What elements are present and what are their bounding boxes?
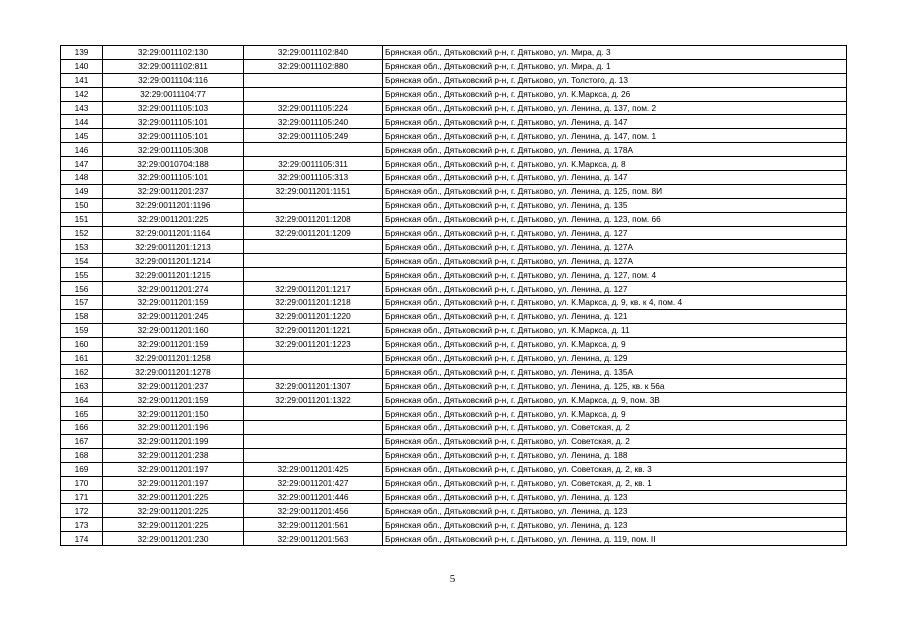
table-row xyxy=(61,421,847,435)
row-number-cell: 168 xyxy=(61,448,103,462)
row-number-cell: 163 xyxy=(61,379,103,393)
cadastral-number-cell: 32:29:0011104:116 xyxy=(103,73,244,87)
table-row xyxy=(61,351,847,365)
cadastral-number-cell: 32:29:0011201:1214 xyxy=(103,254,244,268)
related-cadastral-number-cell xyxy=(244,434,383,448)
address-cell: Брянская обл., Дятьковский р-н, г. Дятьково, ул. Ленина, д. 125, кв. к 56а xyxy=(383,379,847,393)
related-cadastral-number-cell: 32:29:0011201:1217 xyxy=(244,282,383,296)
cadastral-number-cell: 32:29:0011201:245 xyxy=(103,309,244,323)
cadastral-number-cell: 32:29:0011201:160 xyxy=(103,323,244,337)
cadastral-number-cell: 32:29:0011201:159 xyxy=(103,393,244,407)
related-cadastral-number-cell: 32:29:0011201:456 xyxy=(244,504,383,518)
related-cadastral-number-cell: 32:29:0011201:1322 xyxy=(244,393,383,407)
cadastral-number-cell: 32:29:0011201:238 xyxy=(103,448,244,462)
related-cadastral-number-cell: 32:29:0011201:1208 xyxy=(244,212,383,226)
related-cadastral-number-cell: 32:29:0011201:1151 xyxy=(244,184,383,198)
table-row xyxy=(61,337,847,351)
related-cadastral-number-cell: 32:29:0011201:1223 xyxy=(244,337,383,351)
table-row xyxy=(61,407,847,421)
cadastral-number-cell: 32:29:0011201:1164 xyxy=(103,226,244,240)
cadastral-number-cell: 32:29:0011201:159 xyxy=(103,296,244,310)
row-number-cell: 140 xyxy=(61,59,103,73)
related-cadastral-number-cell xyxy=(244,448,383,462)
row-number-cell: 174 xyxy=(61,532,103,546)
table-row xyxy=(61,504,847,518)
related-cadastral-number-cell: 32:29:0011201:1307 xyxy=(244,379,383,393)
address-cell: Брянская обл., Дятьковский р-н, г. Дятьково, ул. Ленина, д. 119, пом. II xyxy=(383,532,847,546)
address-cell: Брянская обл., Дятьковский р-н, г. Дятьково, ул. Ленина, д. 147, пом. 1 xyxy=(383,129,847,143)
related-cadastral-number-cell xyxy=(244,87,383,101)
row-number-cell: 144 xyxy=(61,115,103,129)
row-number-cell: 159 xyxy=(61,323,103,337)
address-cell: Брянская обл., Дятьковский р-н, г. Дятьково, ул. Ленина, д. 123, пом. 66 xyxy=(383,212,847,226)
table-row xyxy=(61,518,847,532)
table-row xyxy=(61,198,847,212)
cadastral-number-cell: 32:29:0011201:199 xyxy=(103,434,244,448)
row-number-cell: 167 xyxy=(61,434,103,448)
address-cell: Брянская обл., Дятьковский р-н, г. Дятьково, ул. Ленина, д. 127А xyxy=(383,240,847,254)
cadastral-number-cell: 32:29:0011201:1258 xyxy=(103,351,244,365)
table-row xyxy=(61,393,847,407)
table-row xyxy=(61,268,847,282)
address-cell: Брянская обл., Дятьковский р-н, г. Дятьково, ул. Советская, д. 2 xyxy=(383,421,847,435)
address-cell: Брянская обл., Дятьковский р-н, г. Дятьково, ул. Ленина, д. 147 xyxy=(383,115,847,129)
cadastral-number-cell: 32:29:0011105:101 xyxy=(103,171,244,185)
cadastral-number-cell: 32:29:0011201:237 xyxy=(103,184,244,198)
table-row xyxy=(61,434,847,448)
address-cell: Брянская обл., Дятьковский р-н, г. Дятьково, ул. К.Маркса, д. 8 xyxy=(383,157,847,171)
row-number-cell: 147 xyxy=(61,157,103,171)
table-row xyxy=(61,59,847,73)
row-number-cell: 152 xyxy=(61,226,103,240)
table-row xyxy=(61,171,847,185)
row-number-cell: 165 xyxy=(61,407,103,421)
related-cadastral-number-cell: 32:29:0011201:1220 xyxy=(244,309,383,323)
cadastral-number-cell: 32:29:0011102:130 xyxy=(103,46,244,60)
table-row xyxy=(61,296,847,310)
cadastral-number-cell: 32:29:0011105:103 xyxy=(103,101,244,115)
related-cadastral-number-cell: 32:29:0011201:1209 xyxy=(244,226,383,240)
address-cell: Брянская обл., Дятьковский р-н, г. Дятьково, ул. Ленина, д. 125, пом. 8И xyxy=(383,184,847,198)
related-cadastral-number-cell: 32:29:0011102:880 xyxy=(244,59,383,73)
address-cell: Брянская обл., Дятьковский р-н, г. Дятьково, ул. Мира, д. 3 xyxy=(383,46,847,60)
address-cell: Брянская обл., Дятьковский р-н, г. Дятьково, ул. Ленина, д. 178А xyxy=(383,143,847,157)
cadastral-number-cell: 32:29:0011201:225 xyxy=(103,212,244,226)
row-number-cell: 155 xyxy=(61,268,103,282)
cadastral-number-cell: 32:29:0011105:101 xyxy=(103,115,244,129)
row-number-cell: 151 xyxy=(61,212,103,226)
row-number-cell: 139 xyxy=(61,46,103,60)
row-number-cell: 153 xyxy=(61,240,103,254)
related-cadastral-number-cell: 32:29:0011105:311 xyxy=(244,157,383,171)
cadastral-number-cell: 32:29:0011201:1196 xyxy=(103,198,244,212)
address-cell: Брянская обл., Дятьковский р-н, г. Дятьково, ул. К.Маркса, д. 9 xyxy=(383,337,847,351)
address-cell: Брянская обл., Дятьковский р-н, г. Дятьково, ул. Ленина, д. 121 xyxy=(383,309,847,323)
row-number-cell: 173 xyxy=(61,518,103,532)
table-row xyxy=(61,157,847,171)
table-row xyxy=(61,476,847,490)
table-row xyxy=(61,490,847,504)
row-number-cell: 145 xyxy=(61,129,103,143)
cadastral-number-cell: 32:29:0011201:1215 xyxy=(103,268,244,282)
cadastral-number-cell: 32:29:0011201:197 xyxy=(103,476,244,490)
related-cadastral-number-cell xyxy=(244,421,383,435)
table-row xyxy=(61,379,847,393)
related-cadastral-number-cell: 32:29:0011105:313 xyxy=(244,171,383,185)
row-number-cell: 148 xyxy=(61,171,103,185)
address-cell: Брянская обл., Дятьковский р-н, г. Дятьково, ул. К.Маркса, д. 11 xyxy=(383,323,847,337)
related-cadastral-number-cell: 32:29:0011201:561 xyxy=(244,518,383,532)
row-number-cell: 157 xyxy=(61,296,103,310)
row-number-cell: 146 xyxy=(61,143,103,157)
address-cell: Брянская обл., Дятьковский р-н, г. Дятьково, ул. Ленина, д. 147 xyxy=(383,171,847,185)
row-number-cell: 171 xyxy=(61,490,103,504)
row-number-cell: 162 xyxy=(61,365,103,379)
address-cell: Брянская обл., Дятьковский р-н, г. Дятьково, ул. К.Маркса, д. 9 xyxy=(383,407,847,421)
address-cell: Брянская обл., Дятьковский р-н, г. Дятьково, ул. К.Маркса, д. 9, пом. 3В xyxy=(383,393,847,407)
page-number: 5 xyxy=(449,573,456,585)
related-cadastral-number-cell: 32:29:0011105:224 xyxy=(244,101,383,115)
table-row xyxy=(61,212,847,226)
address-cell: Брянская обл., Дятьковский р-н, г. Дятьково, ул. Мира, д. 1 xyxy=(383,59,847,73)
row-number-cell: 160 xyxy=(61,337,103,351)
address-cell: Брянская обл., Дятьковский р-н, г. Дятьково, ул. Толстого, д. 13 xyxy=(383,73,847,87)
table-row xyxy=(61,532,847,546)
row-number-cell: 154 xyxy=(61,254,103,268)
address-cell: Брянская обл., Дятьковский р-н, г. Дятьково, ул. Ленина, д. 123 xyxy=(383,504,847,518)
address-cell: Брянская обл., Дятьковский р-н, г. Дятьково, ул. Ленина, д. 135А xyxy=(383,365,847,379)
row-number-cell: 150 xyxy=(61,198,103,212)
table-row xyxy=(61,184,847,198)
table-body xyxy=(61,46,847,546)
related-cadastral-number-cell: 32:29:0011201:427 xyxy=(244,476,383,490)
cadastral-number-cell: 32:29:0011201:225 xyxy=(103,490,244,504)
cadastral-number-cell: 32:29:0011201:237 xyxy=(103,379,244,393)
related-cadastral-number-cell xyxy=(244,365,383,379)
address-cell: Брянская обл., Дятьковский р-н, г. Дятьково, ул. Советская, д. 2, кв. 1 xyxy=(383,476,847,490)
address-cell: Брянская обл., Дятьковский р-н, г. Дятьково, ул. Ленина, д. 127, пом. 4 xyxy=(383,268,847,282)
address-cell: Брянская обл., Дятьковский р-н, г. Дятьково, ул. Ленина, д. 123 xyxy=(383,518,847,532)
row-number-cell: 170 xyxy=(61,476,103,490)
table-row xyxy=(61,115,847,129)
row-number-cell: 172 xyxy=(61,504,103,518)
table-row xyxy=(61,448,847,462)
table-row xyxy=(61,101,847,115)
table-row xyxy=(61,46,847,60)
address-cell: Брянская обл., Дятьковский р-н, г. Дятьково, ул. Ленина, д. 127А xyxy=(383,254,847,268)
cadastral-number-cell: 32:29:0011104:77 xyxy=(103,87,244,101)
address-cell: Брянская обл., Дятьковский р-н, г. Дятьково, ул. Ленина, д. 127 xyxy=(383,282,847,296)
address-cell: Брянская обл., Дятьковский р-н, г. Дятьково, ул. Ленина, д. 127 xyxy=(383,226,847,240)
cadastral-number-cell: 32:29:0011201:230 xyxy=(103,532,244,546)
cadastral-table xyxy=(60,45,847,546)
cadastral-number-cell: 32:29:0011201:1278 xyxy=(103,365,244,379)
cadastral-number-cell: 32:29:0011102:811 xyxy=(103,59,244,73)
related-cadastral-number-cell xyxy=(244,198,383,212)
table-row xyxy=(61,462,847,476)
cadastral-number-cell: 32:29:0011201:150 xyxy=(103,407,244,421)
row-number-cell: 156 xyxy=(61,282,103,296)
row-number-cell: 158 xyxy=(61,309,103,323)
cadastral-number-cell: 32:29:0010704:188 xyxy=(103,157,244,171)
related-cadastral-number-cell: 32:29:0011105:249 xyxy=(244,129,383,143)
table-row xyxy=(61,87,847,101)
table-row xyxy=(61,129,847,143)
address-cell: Брянская обл., Дятьковский р-н, г. Дятьково, ул. Советская, д. 2, кв. 3 xyxy=(383,462,847,476)
related-cadastral-number-cell xyxy=(244,407,383,421)
address-cell: Брянская обл., Дятьковский р-н, г. Дятьково, ул. Ленина, д. 123 xyxy=(383,490,847,504)
row-number-cell: 142 xyxy=(61,87,103,101)
address-cell: Брянская обл., Дятьковский р-н, г. Дятьково, ул. Советская, д. 2 xyxy=(383,434,847,448)
row-number-cell: 161 xyxy=(61,351,103,365)
table-row xyxy=(61,282,847,296)
address-cell: Брянская обл., Дятьковский р-н, г. Дятьково, ул. Ленина, д. 188 xyxy=(383,448,847,462)
address-cell: Брянская обл., Дятьковский р-н, г. Дятьково, ул. К.Маркса, д. 9, кв. к 4, пом. 4 xyxy=(383,296,847,310)
cadastral-number-cell: 32:29:0011201:225 xyxy=(103,518,244,532)
address-cell: Брянская обл., Дятьковский р-н, г. Дятьково, ул. К.Маркса, д. 26 xyxy=(383,87,847,101)
cadastral-number-cell: 32:29:0011201:225 xyxy=(103,504,244,518)
row-number-cell: 149 xyxy=(61,184,103,198)
related-cadastral-number-cell xyxy=(244,143,383,157)
table-row xyxy=(61,240,847,254)
cadastral-number-cell: 32:29:0011201:196 xyxy=(103,421,244,435)
row-number-cell: 164 xyxy=(61,393,103,407)
cadastral-number-cell: 32:29:0011105:101 xyxy=(103,129,244,143)
related-cadastral-number-cell xyxy=(244,268,383,282)
related-cadastral-number-cell: 32:29:0011201:446 xyxy=(244,490,383,504)
address-cell: Брянская обл., Дятьковский р-н, г. Дятьково, ул. Ленина, д. 129 xyxy=(383,351,847,365)
related-cadastral-number-cell: 32:29:0011102:840 xyxy=(244,46,383,60)
table-row xyxy=(61,226,847,240)
table-row xyxy=(61,365,847,379)
row-number-cell: 169 xyxy=(61,462,103,476)
table-row xyxy=(61,254,847,268)
related-cadastral-number-cell xyxy=(244,73,383,87)
related-cadastral-number-cell: 32:29:0011201:1218 xyxy=(244,296,383,310)
row-number-cell: 141 xyxy=(61,73,103,87)
related-cadastral-number-cell xyxy=(244,240,383,254)
related-cadastral-number-cell: 32:29:0011201:425 xyxy=(244,462,383,476)
related-cadastral-number-cell: 32:29:0011201:563 xyxy=(244,532,383,546)
cadastral-number-cell: 32:29:0011201:197 xyxy=(103,462,244,476)
related-cadastral-number-cell xyxy=(244,254,383,268)
cadastral-number-cell: 32:29:0011201:274 xyxy=(103,282,244,296)
table-row xyxy=(61,309,847,323)
table-row xyxy=(61,73,847,87)
related-cadastral-number-cell: 32:29:0011105:240 xyxy=(244,115,383,129)
table-row xyxy=(61,143,847,157)
row-number-cell: 143 xyxy=(61,101,103,115)
cadastral-number-cell: 32:29:0011201:1213 xyxy=(103,240,244,254)
related-cadastral-number-cell: 32:29:0011201:1221 xyxy=(244,323,383,337)
cadastral-number-cell: 32:29:0011201:159 xyxy=(103,337,244,351)
cadastral-number-cell: 32:29:0011105:308 xyxy=(103,143,244,157)
address-cell: Брянская обл., Дятьковский р-н, г. Дятьково, ул. Ленина, д. 137, пом. 2 xyxy=(383,101,847,115)
address-cell: Брянская обл., Дятьковский р-н, г. Дятьково, ул. Ленина, д. 135 xyxy=(383,198,847,212)
row-number-cell: 166 xyxy=(61,421,103,435)
related-cadastral-number-cell xyxy=(244,351,383,365)
table-row xyxy=(61,323,847,337)
